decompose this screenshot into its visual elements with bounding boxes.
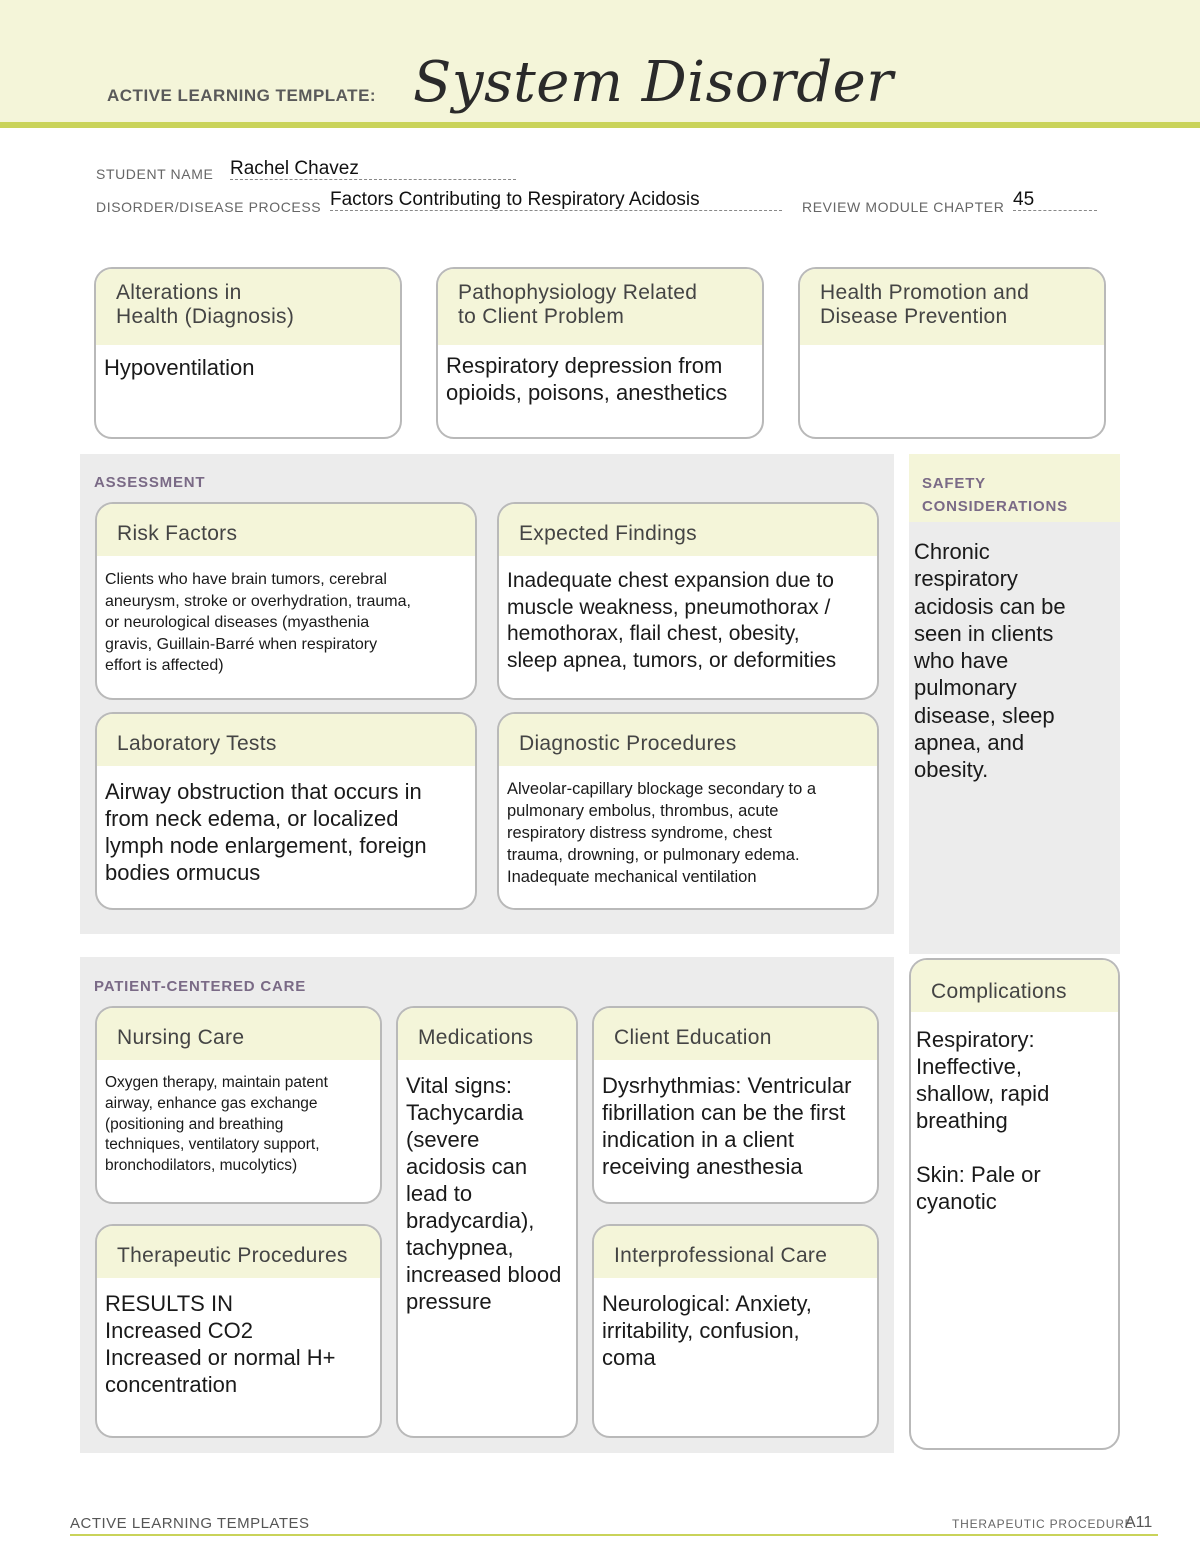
diagnostic-procedures-card xyxy=(497,712,879,910)
diagnostic-procedures-line: trauma, drowning, or pulmonary edema. xyxy=(507,846,800,864)
risk-factors-line: Clients who have brain tumors, cerebral xyxy=(105,571,387,588)
safety-line: seen in clients xyxy=(914,620,1054,646)
alterations-title-line1: Alterations in xyxy=(116,281,242,304)
diagnostic-procedures-line: Inadequate mechanical ventilation xyxy=(507,868,757,886)
risk-factors-title: Risk Factors xyxy=(97,504,475,556)
laboratory-tests-body[interactable] xyxy=(97,766,475,894)
therapeutic-procedures-line: Increased or normal H+ xyxy=(105,1345,336,1370)
interprofessional-care-body[interactable] xyxy=(594,1278,877,1379)
complications-line xyxy=(916,1134,1110,1161)
interprofessional-care-line: coma xyxy=(602,1345,656,1370)
pathophysiology-header xyxy=(438,269,762,345)
client-education-line: fibrillation can be the first xyxy=(602,1100,846,1125)
complications-body[interactable] xyxy=(911,1012,1118,1223)
risk-factors-line: effort is affected) xyxy=(105,657,224,674)
nursing-care-title: Nursing Care xyxy=(97,1008,380,1060)
footer-left-label: ACTIVE LEARNING TEMPLATES xyxy=(70,1515,310,1532)
student-name-field[interactable]: Rachel Chavez xyxy=(230,158,516,180)
complications-line: Respiratory: xyxy=(916,1027,1035,1052)
interprofessional-care-card xyxy=(592,1224,879,1438)
interprofessional-care-title: Interprofessional Care xyxy=(594,1226,877,1278)
safety-body[interactable] xyxy=(914,538,1114,784)
therapeutic-procedures-card xyxy=(95,1224,382,1438)
diagnostic-procedures-line: Alveolar-capillary blockage secondary to a xyxy=(507,780,817,798)
medications-title: Medications xyxy=(398,1008,576,1060)
template-label: ACTIVE LEARNING TEMPLATE: xyxy=(107,86,377,105)
safety-line: disease, sleep xyxy=(914,702,1055,728)
medications-line: acidosis can xyxy=(406,1154,528,1179)
expected-findings-card xyxy=(497,502,879,700)
risk-factors-body[interactable] xyxy=(97,556,475,685)
laboratory-tests-card xyxy=(95,712,477,910)
safety-line: who have xyxy=(914,648,1009,674)
nursing-care-line: (positioning and breathing xyxy=(105,1115,284,1133)
footer-divider xyxy=(70,1534,1158,1536)
risk-factors-line: gravis, Guillain-Barré when respiratory xyxy=(105,635,378,653)
medications-line: bradycardia), xyxy=(406,1208,535,1233)
therapeutic-procedures-title: Therapeutic Procedures xyxy=(97,1226,380,1278)
expected-findings-title: Expected Findings xyxy=(499,504,877,556)
chapter-field[interactable]: 45 xyxy=(1013,189,1097,211)
diagnostic-procedures-title: Diagnostic Procedures xyxy=(499,714,877,766)
expected-findings-line: Inadequate chest expansion due to xyxy=(507,569,834,592)
safety-label-line1: SAFETY xyxy=(922,475,986,492)
client-education-line: Dysrhythmias: Ventricular xyxy=(602,1073,852,1098)
complications-title: Complications xyxy=(911,960,1118,1012)
nursing-care-body[interactable] xyxy=(97,1060,380,1185)
nursing-care-line: techniques, ventilatory support, xyxy=(105,1136,320,1154)
complications-line: shallow, rapid xyxy=(916,1081,1050,1106)
medications-line: increased blood xyxy=(406,1262,562,1287)
footer-section-label: THERAPEUTIC PROCEDURE xyxy=(952,1517,1134,1531)
laboratory-tests-title: Laboratory Tests xyxy=(97,714,475,766)
safety-line: acidosis can be xyxy=(914,593,1066,619)
alterations-card xyxy=(94,267,402,439)
medications-line: pressure xyxy=(406,1289,492,1314)
expected-findings-line: muscle weakness, pneumothorax / xyxy=(507,595,831,619)
risk-factors-line: or neurological diseases (myasthenia xyxy=(105,614,370,631)
client-education-body[interactable] xyxy=(594,1060,877,1188)
nursing-care-line: bronchodilators, mucolytics) xyxy=(105,1157,298,1175)
complications-line: Skin: Pale or xyxy=(916,1162,1041,1187)
laboratory-tests-line: bodies ormucus xyxy=(105,860,261,885)
assessment-label: ASSESSMENT xyxy=(94,474,206,491)
health-promotion-card xyxy=(798,267,1106,439)
template-title: System Disorder xyxy=(413,50,894,115)
safety-line: pulmonary xyxy=(914,675,1017,701)
health-promotion-title-line2: Disease Prevention xyxy=(820,305,1008,328)
therapeutic-procedures-body[interactable] xyxy=(97,1278,380,1406)
medications-line: tachypnea, xyxy=(406,1235,514,1260)
disorder-label: DISORDER/DISEASE PROCESS xyxy=(96,199,322,215)
safety-line: apnea, and xyxy=(914,730,1025,756)
complications-card xyxy=(909,958,1120,1450)
safety-line: obesity. xyxy=(914,757,989,783)
complications-line: breathing xyxy=(916,1108,1008,1133)
complications-line: Ineffective, xyxy=(916,1054,1022,1079)
patient-care-label: PATIENT-CENTERED CARE xyxy=(94,978,307,995)
disorder-field[interactable]: Factors Contributing to Respiratory Acidosis xyxy=(330,189,782,211)
footer-page-number: A11 xyxy=(1125,1514,1153,1531)
nursing-care-line: airway, enhance gas exchange xyxy=(105,1094,318,1112)
safety-line: respiratory xyxy=(914,566,1018,592)
expected-findings-line: sleep apnea, tumors, or deformities xyxy=(507,648,837,672)
risk-factors-line: aneurysm, stroke or overhydration, trauma, xyxy=(105,592,411,610)
medications-line: (severe xyxy=(406,1127,480,1152)
alterations-header xyxy=(96,269,400,345)
client-education-line: receiving anesthesia xyxy=(602,1154,803,1179)
chapter-label: REVIEW MODULE CHAPTER xyxy=(802,199,1005,215)
pathophysiology-title-line1: Pathophysiology Related xyxy=(458,281,698,304)
therapeutic-procedures-line: Increased CO2 xyxy=(105,1318,253,1343)
medications-line: Tachycardia xyxy=(406,1100,524,1125)
complications-line: cyanotic xyxy=(916,1189,997,1214)
laboratory-tests-line: from neck edema, or localized xyxy=(105,806,399,831)
therapeutic-procedures-line: RESULTS IN xyxy=(105,1291,233,1316)
pathophysiology-title-line2: to Client Problem xyxy=(458,305,625,328)
safety-label-line2: CONSIDERATIONS xyxy=(922,498,1068,515)
medications-line: lead to xyxy=(406,1181,473,1206)
medications-line: Vital signs: xyxy=(406,1073,512,1098)
client-education-card xyxy=(592,1006,879,1204)
pathophysiology-card xyxy=(436,267,764,439)
alterations-body[interactable]: Hypoventilation xyxy=(104,355,255,380)
diagnostic-procedures-line: pulmonary embolus, thrombus, acute xyxy=(507,802,779,820)
therapeutic-procedures-line: concentration xyxy=(105,1372,238,1397)
nursing-care-line: Oxygen therapy, maintain patent xyxy=(105,1074,328,1091)
safety-line: Chronic xyxy=(914,539,990,564)
expected-findings-line: hemothorax, flail chest, obesity, xyxy=(507,622,800,645)
diagnostic-procedures-body[interactable] xyxy=(499,766,877,896)
health-promotion-header xyxy=(800,269,1104,345)
nursing-care-card xyxy=(95,1006,382,1204)
health-promotion-title-line1: Health Promotion and xyxy=(820,281,1030,304)
risk-factors-card xyxy=(95,502,477,700)
medications-body[interactable] xyxy=(398,1060,576,1323)
pathophysiology-line: opioids, poisons, anesthetics xyxy=(446,380,728,405)
student-name-label: STUDENT NAME xyxy=(96,166,214,182)
client-education-title: Client Education xyxy=(594,1008,877,1060)
expected-findings-body[interactable] xyxy=(499,556,877,682)
interprofessional-care-line: irritability, confusion, xyxy=(602,1318,800,1343)
laboratory-tests-line: lymph node enlargement, foreign xyxy=(105,833,427,858)
header-divider xyxy=(0,122,1200,128)
interprofessional-care-line: Neurological: Anxiety, xyxy=(602,1291,812,1316)
pathophysiology-body[interactable] xyxy=(438,345,762,414)
medications-card xyxy=(396,1006,578,1438)
safety-header xyxy=(909,454,1120,522)
pathophysiology-line: Respiratory depression from xyxy=(446,353,723,378)
laboratory-tests-line: Airway obstruction that occurs in xyxy=(105,779,422,804)
alterations-title-line2: Health (Diagnosis) xyxy=(116,305,295,328)
client-education-line: indication in a client xyxy=(602,1127,795,1152)
health-promotion-body[interactable] xyxy=(800,345,1104,361)
diagnostic-procedures-line: respiratory distress syndrome, chest xyxy=(507,824,773,842)
